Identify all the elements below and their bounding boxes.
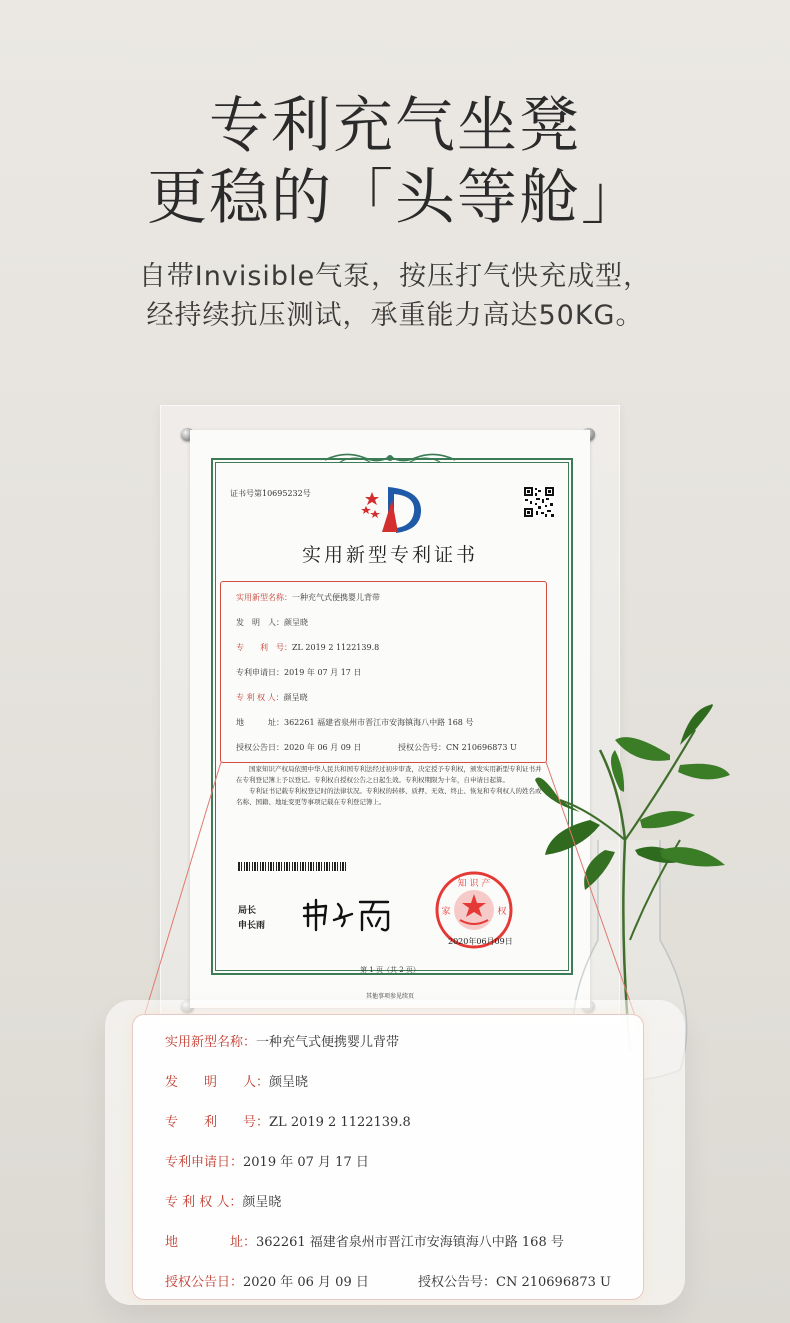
field-filing-date: 专利申请日：2019 年 07 月 17 日 [236,668,362,677]
zoom-field-filing-date: 专利申请日：2019 年 07 月 17 日 [165,1155,369,1170]
zoom-field-inventor: 发 明 人：颜呈晓 [165,1075,309,1090]
zoom-field-address: 地 址：362261 福建省泉州市晋江市安海镇海八中路 168 号 [165,1235,564,1250]
notice-paragraph-1: 国家知识产权局依照中华人民共和国专利法经过初步审查，决定授予专利权，颁发实用新型专利证书并在专利登记簿上予以登记。专利权自授权公告之日起生效。专利权期限为十年，自申请日起算。 [236,765,542,784]
zoom-field-grant-date: 授权公告日：2020 年 06 月 09 日 [165,1275,369,1290]
ornament-icon [320,450,460,466]
field-name: 实用新型名称：一种充气式便携婴儿背带 [236,593,380,602]
chief-name: 申长雨 [238,921,266,931]
field-inventor: 发 明 人：颜呈晓 [236,618,308,627]
signature-icon [300,896,400,934]
qr-code-icon [523,486,555,518]
zoom-field-grant-no: 授权公告号：CN 210696873 U [418,1275,611,1290]
zoom-field-name: 实用新型名称：一种充气式便携婴儿背带 [165,1035,400,1050]
zoom-field-owner: 专 利 权 人：颜呈晓 [165,1195,282,1210]
subtitle-line-1: 自带Invisible气泵，按压打气快充成型， [138,261,652,292]
barcode-icon [238,862,348,871]
headline-line-2: 更稳的「头等舱」 [147,163,643,233]
certificate-title: 实用新型专利证书 [301,544,478,566]
zoom-field-patent-no: 专 利 号：ZL 2019 2 1122139.8 [165,1115,411,1130]
page-number: 第 1 页（共 2 页） [360,966,420,974]
field-owner: 专 利 权 人：颜呈晓 [236,693,308,702]
certificate-number: 证书号第10695232号 [230,489,311,498]
field-grant-date: 授权公告日：2020 年 06 月 09 日 [236,743,362,752]
seal-date: 2020年06月09日 [448,937,513,946]
cnipa-logo-icon [358,482,428,537]
svg-text:知 识 产: 知 识 产 [457,879,491,889]
headline-line-1: 专利充气坐凳 [209,91,581,161]
other-notes: 其他事项参见续页 [365,993,414,1000]
certificate-notice [236,764,546,808]
field-patent-no: 专 利 号：ZL 2019 2 1122139.8 [236,643,380,652]
field-address: 地 址：362261 福建省泉州市晋江市安海镇海八中路 168 号 [236,718,474,727]
zoomed-detail-panel [132,1014,644,1300]
notice-paragraph-2: 专利证书记载专利权登记时的法律状况。专利权的转移、质押、无效、终止、恢复和专利权人的姓名或名称、国籍、地址变更等事项记载在专利登记簿上。 [236,787,542,806]
svg-text:权: 权 [497,907,507,917]
svg-text:家: 家 [441,907,451,917]
chief-label: 局长 [238,906,257,916]
subtitle-line-2: 经持续抗压测试，承重能力高达50KG。 [146,300,644,331]
field-grant-no: 授权公告号：CN 210696873 U [398,743,517,752]
chief-block [238,904,265,934]
